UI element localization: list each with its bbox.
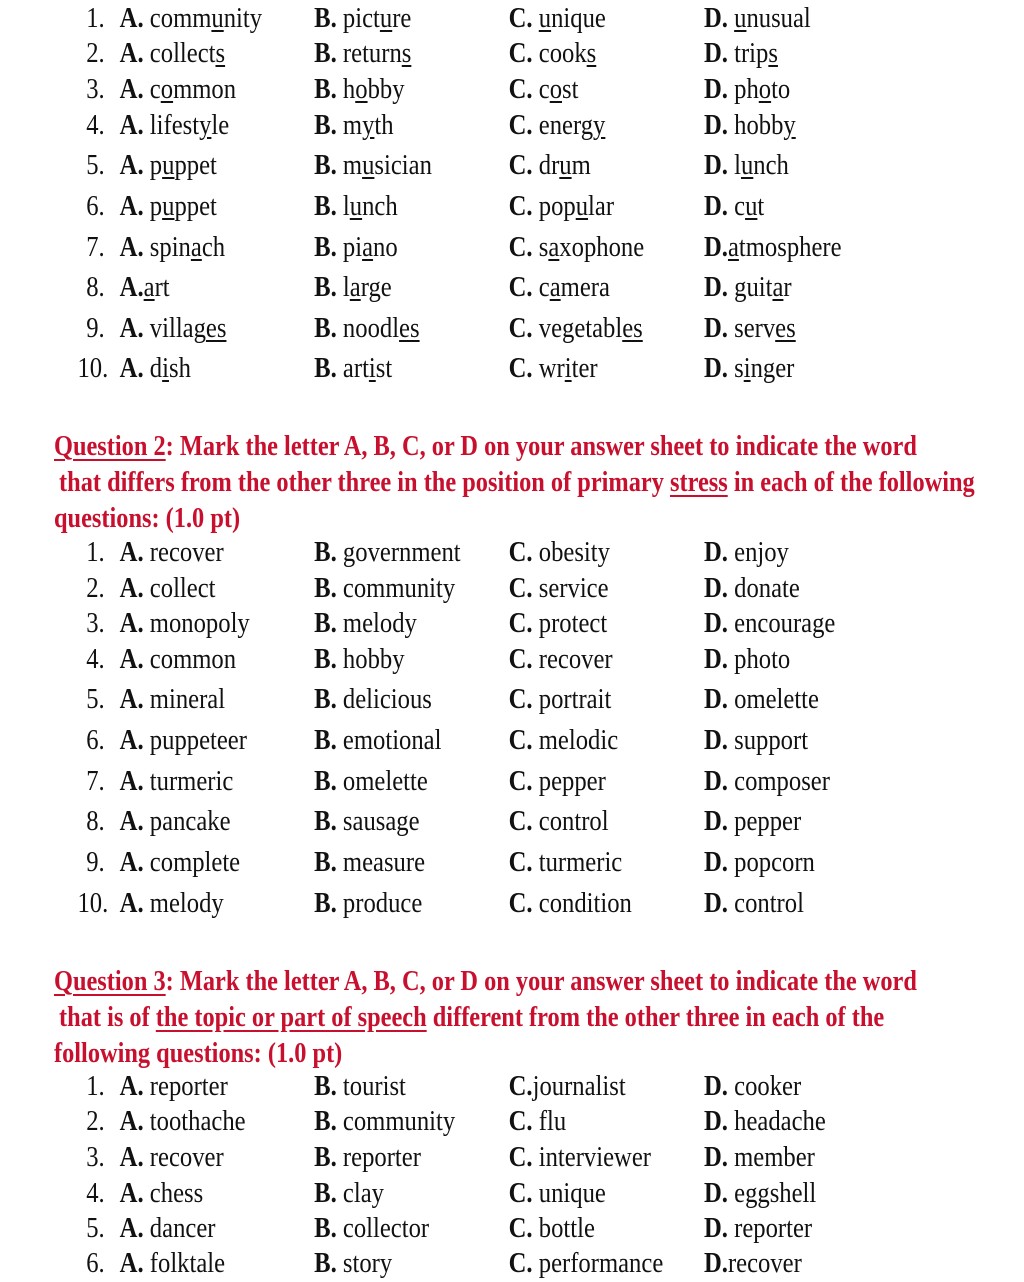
q3-option-c: C. bottle [508,1213,595,1244]
q2-option-c: C. obesity [508,537,610,568]
s1-option-a: A. lifestyle [119,110,230,141]
q3-option-c: C. performance [508,1248,664,1279]
s1-row-4 [0,108,901,144]
s1-option-a: A. puppet [119,150,217,181]
q2-option-b: B. government [314,537,461,568]
s1-option-d: D. photo [704,74,791,105]
q2-option-c: C. melodic [508,725,619,756]
s1-num: 3. [86,74,105,105]
q2-option-b: B. community [314,573,456,604]
s1-option-d: D. unusual [704,3,811,34]
q3-option-d: D. cooker [704,1071,802,1102]
q3-option-b: B. tourist [314,1071,406,1102]
q2-option-b: B. delicious [314,684,432,715]
s1-option-a: A. spinach [119,232,226,263]
s1-option-d: D. guitar [704,272,792,303]
q3-row-4: 4. A. chess B. clay C. unique D. eggshell [0,1176,901,1212]
s1-option-b: B. lunch [314,191,398,222]
s1-option-c: C. writer [508,353,598,384]
s1-option-c: C. camera [508,272,610,303]
question-2-label: Question 2 [54,430,166,462]
q2-option-b: B. sausage [314,806,420,837]
q3-option-d: D. reporter [704,1213,813,1244]
q3-option-b: B. clay [314,1178,384,1209]
s1-option-a: A. community [119,3,263,34]
q2-option-a: A. monopoly [119,608,250,639]
s1-option-a: A. villages [119,313,227,344]
s1-option-d: D. hobby [704,110,796,141]
s1-option-a: A. dish [119,353,191,384]
q2-option-a: A. turmeric [119,766,234,797]
s1-num: 10. [77,353,109,384]
s1-row-8 [0,270,901,306]
s1-option-b: B. musician [314,150,432,181]
q2-option-c: C. recover [508,644,613,675]
q2-option-c: C. condition [508,888,632,919]
q2-option-d: D. photo [704,644,791,675]
q3-option-d: D. eggshell [704,1178,817,1209]
s1-option-b: B. piano [314,232,398,263]
q2-row-3: 3. A. monopoly B. melody C. protect D. encourage [0,606,901,642]
s1-option-d: D. serves [704,313,796,344]
q2-row-7: 7. A. turmeric B. omelette C. pepper D. composer [0,764,901,800]
q2-row-9: 9. A. complete B. measure C. turmeric D. popcorn [0,845,901,881]
s1-num: 7. [86,232,105,263]
q3-option-d: D.recover [704,1248,802,1279]
s1-num: 2. [86,38,105,69]
s1-option-a: A. collects [119,38,226,69]
s1-row-3 [0,72,901,108]
s1-num: 4. [86,110,105,141]
q2-option-d: D. popcorn [704,847,815,878]
q2-option-d: D. pepper [704,806,802,837]
q3-row-5: 5. A. dancer B. collector C. bottle D. reporter [0,1211,901,1247]
s1-row-5 [0,148,901,184]
q3-option-a: A. folktale [119,1248,226,1279]
s1-row-7 [0,230,901,266]
s1-row-2 [0,36,901,72]
s1-num: 8. [86,272,105,303]
q2-option-b: B. hobby [314,644,405,675]
q3-option-c: C. interviewer [508,1142,651,1173]
q2-option-d: D. control [704,888,804,919]
q2-option-c: C. pepper [508,766,606,797]
q2-option-a: A. collect [119,573,216,604]
s1-option-b: B. myth [314,110,394,141]
q2-row-5: 5. A. mineral B. delicious C. portrait D. omelette [0,682,901,718]
question-3-heading: Question 3: Mark the letter A, B, C, or D on your answer sheet to indicate the word that is of the topic or part of speech different from the other three in each of the following questions: (1.0 pt) [54,965,917,1069]
q2-option-a: A. puppeteer [119,725,247,756]
q2-row-2: 2. A. collect B. community C. service D. donate [0,571,901,607]
q3-option-b: B. community [314,1106,456,1137]
q2-row-6: 6. A. puppeteer B. emotional C. melodic D. support [0,723,901,759]
q3-row-1: 1. A. reporter B. tourist C.journalist D. cooker [0,1069,901,1105]
q2-option-c: C. service [508,573,609,604]
q2-option-d: D. support [704,725,809,756]
q2-option-c: C. protect [508,608,608,639]
s1-row-6 [0,189,901,225]
s1-option-a: A. puppet [119,191,217,222]
s1-row-1 [0,1,901,37]
s1-option-a: A.art [119,272,170,303]
q2-option-a: A. recover [119,537,224,568]
q2-option-c: C. turmeric [508,847,623,878]
q3-option-d: D. headache [704,1106,826,1137]
q2-option-c: C. control [508,806,609,837]
q2-option-d: D. donate [704,573,800,604]
s1-option-b: B. artist [314,353,393,384]
s1-option-d: D. lunch [704,150,789,181]
q2-row-4: 4. A. common B. hobby C. recover D. photo [0,642,901,678]
question-2-heading: Question 2: Mark the letter A, B, C, or D on your answer sheet to indicate the word that differs from the other three in the position of primary stress in each of the following questions: (1.0 pt) [54,430,975,534]
s1-num: 1. [86,3,105,34]
q3-option-b: B. collector [314,1213,430,1244]
q2-option-a: A. common [119,644,237,675]
s1-option-c: C. cost [508,74,579,105]
q2-option-b: B. produce [314,888,423,919]
q3-option-a: A. recover [119,1142,224,1173]
q3-option-a: A. chess [119,1178,204,1209]
q2-option-d: D. enjoy [704,537,789,568]
s1-option-d: D. cut [704,191,765,222]
s1-option-d: D. trips [704,38,778,69]
q2-option-a: A. melody [119,888,224,919]
s1-row-9 [0,311,901,347]
q2-option-d: D. encourage [704,608,836,639]
s1-num: 9. [86,313,105,344]
q3-option-c: C. unique [508,1178,606,1209]
q3-option-b: B. story [314,1248,393,1279]
q3-row-3: 3. A. recover B. reporter C. interviewer D. member [0,1140,901,1176]
s1-option-c: C. unique [508,3,606,34]
q3-option-c: C.journalist [508,1071,626,1102]
q2-option-b: B. measure [314,847,426,878]
s1-option-a: A. common [119,74,237,105]
s1-option-b: B. noodles [314,313,420,344]
s1-option-b: B. large [314,272,392,303]
s1-option-d: D.atmosphere [704,232,842,263]
s1-num: 5. [86,150,105,181]
q3-option-a: A. dancer [119,1213,216,1244]
s1-option-c: C. saxophone [508,232,645,263]
q2-row-8: 8. A. pancake B. sausage C. control D. pepper [0,804,901,840]
q2-option-a: A. pancake [119,806,231,837]
q2-option-c: C. portrait [508,684,612,715]
s1-option-c: C. energy [508,110,606,141]
s1-option-c: C. cooks [508,38,597,69]
s1-option-c: C. drum [508,150,591,181]
q3-option-d: D. member [704,1142,815,1173]
q2-option-a: A. complete [119,847,241,878]
s1-num: 6. [86,191,105,222]
q2-option-b: B. emotional [314,725,442,756]
q3-row-2: 2. A. toothache B. community C. flu D. headache [0,1104,901,1140]
q3-option-a: A. toothache [119,1106,246,1137]
q3-row-6: 6. A. folktale B. story C. performance D.recover [0,1246,901,1282]
s1-option-c: C. vegetables [508,313,643,344]
q2-option-b: B. omelette [314,766,428,797]
q2-option-b: B. melody [314,608,417,639]
s1-option-b: B. picture [314,3,412,34]
q2-option-d: D. composer [704,766,830,797]
q2-option-d: D. omelette [704,684,819,715]
q2-row-1: 1. A. recover B. government C. obesity D. enjoy [0,535,901,571]
s1-option-b: B. hobby [314,74,405,105]
q3-option-a: A. reporter [119,1071,228,1102]
q2-option-a: A. mineral [119,684,226,715]
q3-option-b: B. reporter [314,1142,421,1173]
s1-option-b: B. returns [314,38,412,69]
q2-row-10: 10. A. melody B. produce C. condition D. control [0,886,901,922]
s1-option-c: C. popular [508,191,615,222]
s1-row-10 [0,351,901,387]
question-3-label: Question 3 [54,965,166,997]
q3-option-c: C. flu [508,1106,567,1137]
s1-option-d: D. singer [704,353,795,384]
